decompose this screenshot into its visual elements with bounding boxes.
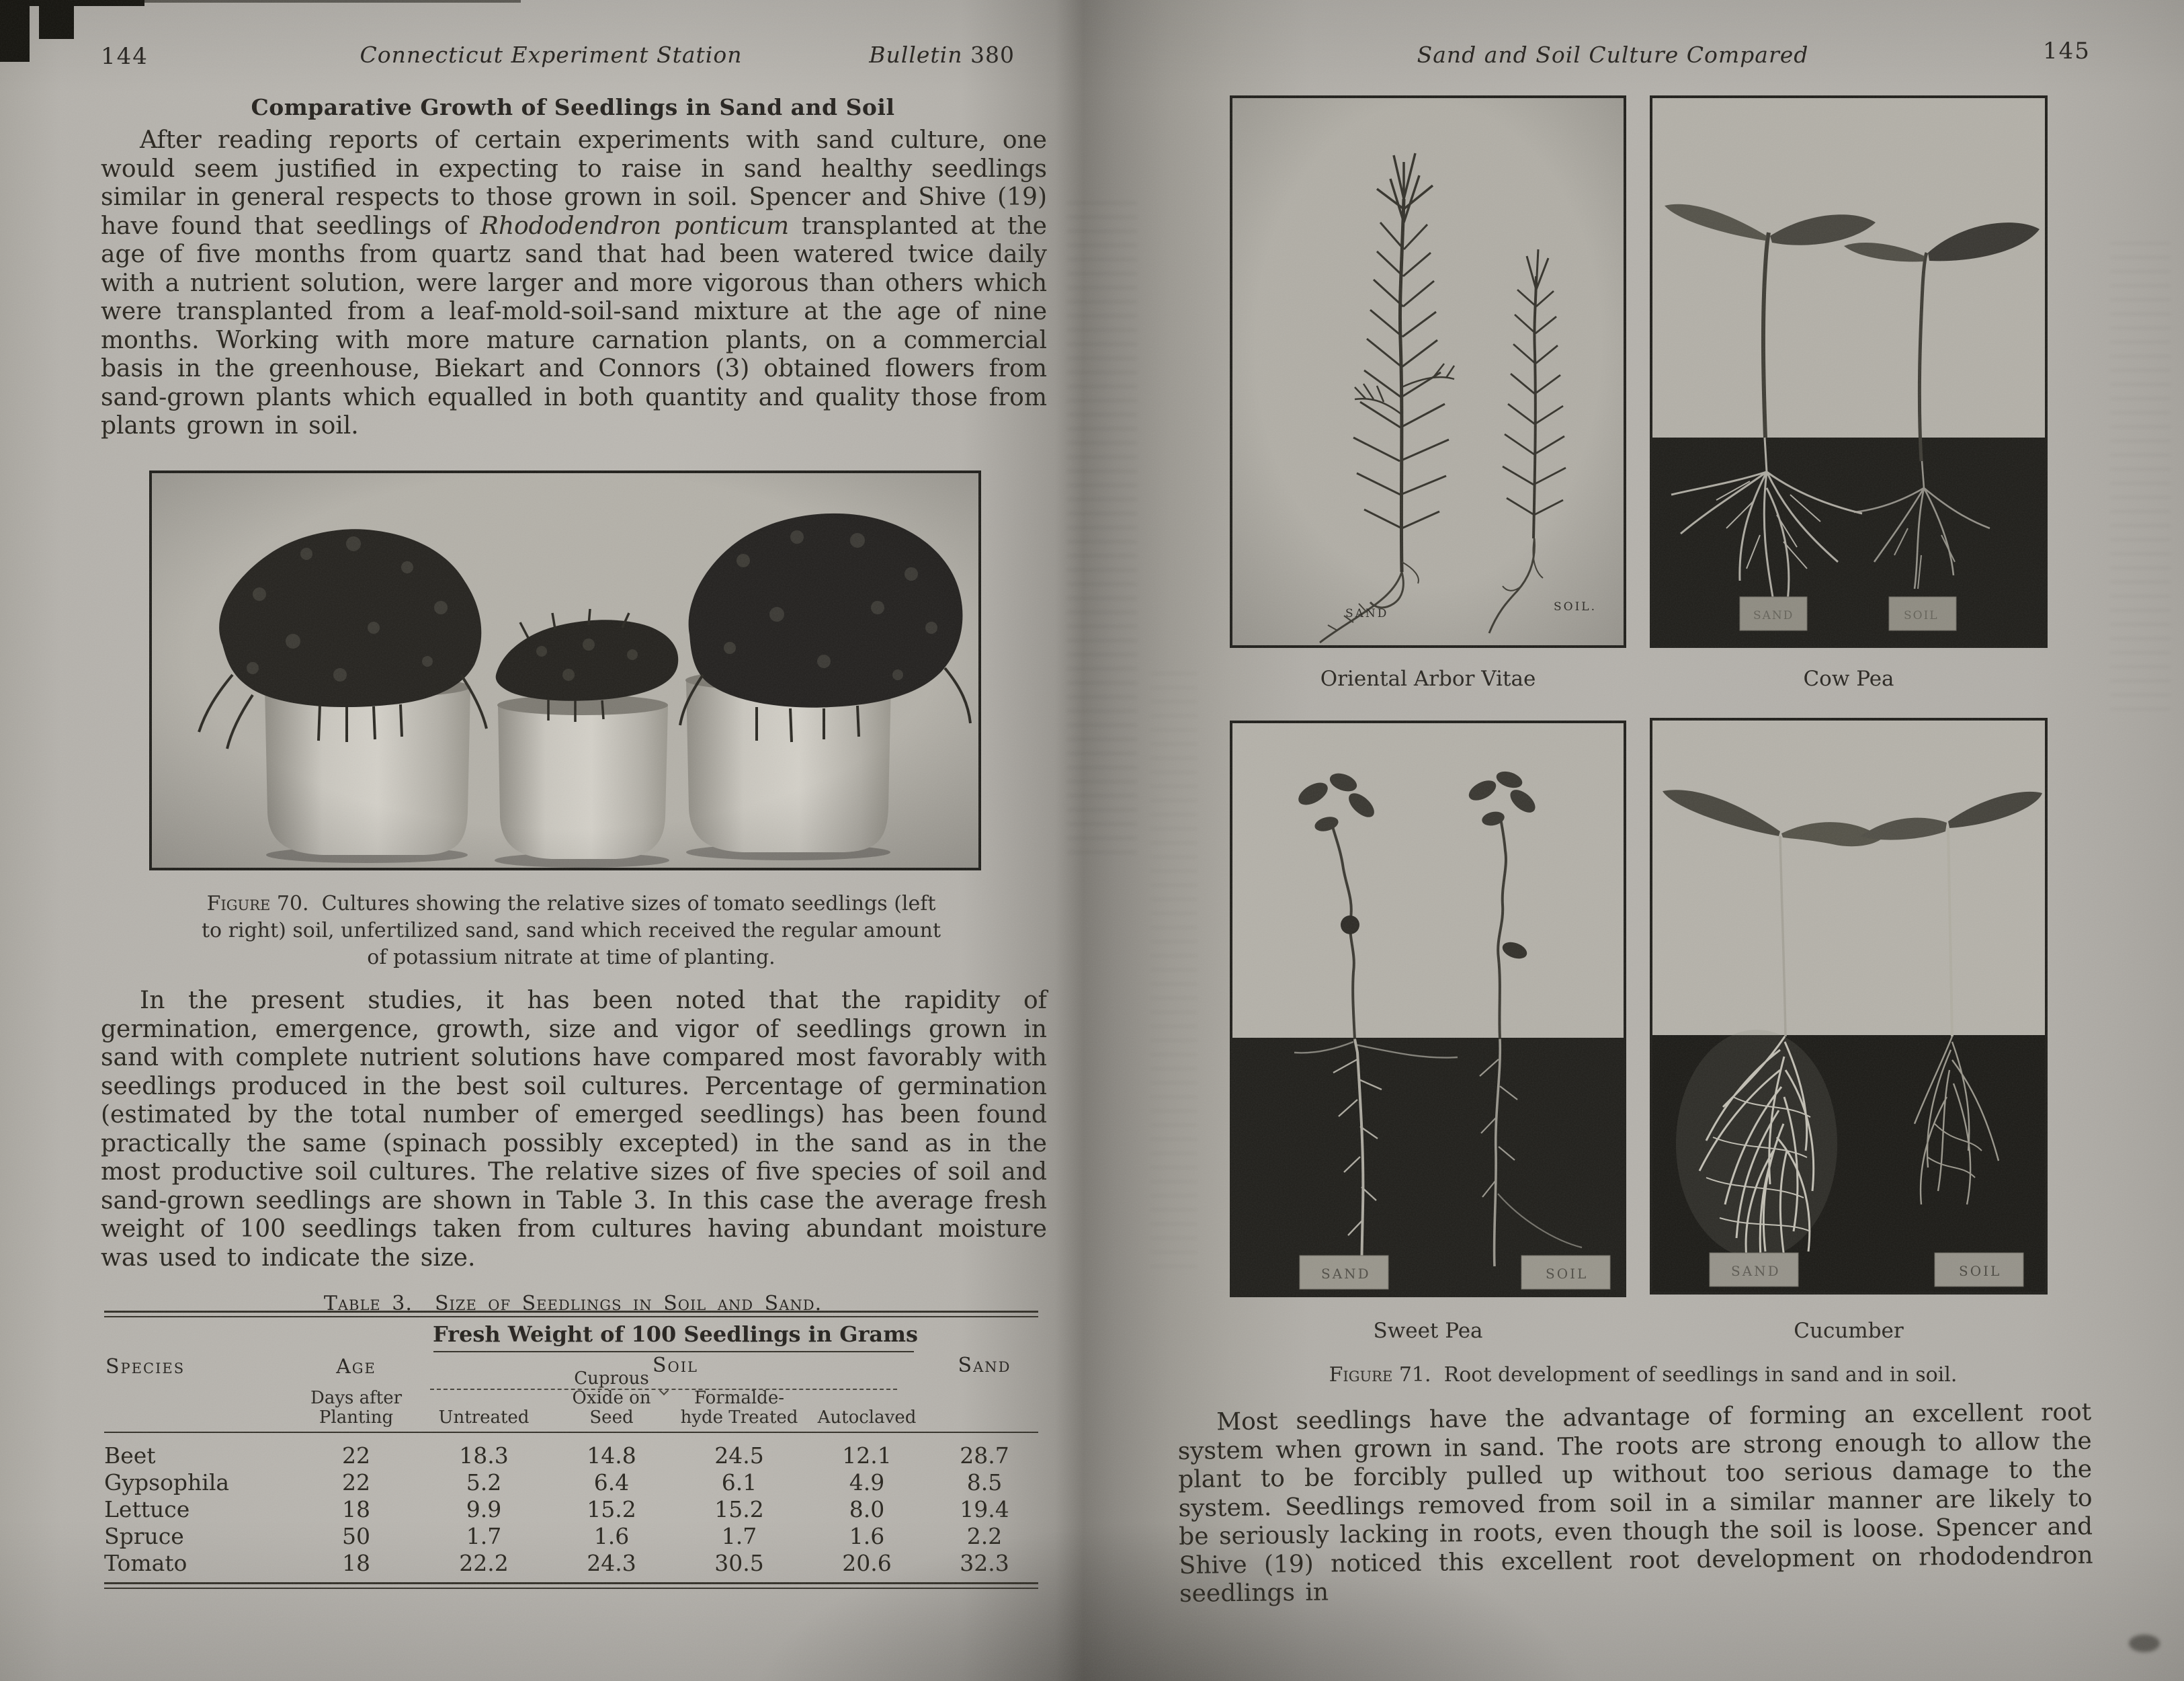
arbor-vitae-illustration [1232, 98, 1624, 645]
page-number-left: 144 [101, 43, 149, 70]
table-cell: 5.2 [466, 1469, 502, 1495]
table-cell: 15.2 [587, 1496, 636, 1522]
table-title-label: Table 3. [323, 1292, 413, 1315]
photo-label-soil: SOIL [1904, 609, 1939, 622]
cucumber-illustration [1652, 721, 2045, 1292]
table-group-header: Fresh Weight of 100 Seedlings in Grams [432, 1321, 919, 1347]
table-cell: 1.7 [466, 1523, 502, 1549]
table-cell: 6.4 [593, 1469, 630, 1495]
figure-70-caption [195, 891, 948, 971]
species-name-italic: Rhododendron ponticum [480, 212, 790, 240]
caption-cow-pea: Cow Pea [1803, 667, 1894, 691]
subheader-cuprous-oxide: Cuprous Oxide on Seed [572, 1368, 651, 1428]
table-cell: 18 [342, 1496, 370, 1522]
subheader-formaldehyde: Formalde- hyde Treated [680, 1388, 798, 1428]
running-header-right: Sand and Soil Culture Compared [1417, 42, 1809, 68]
paragraph-right: Most seedlings have the advantage of forming an excellent root system when grown in sand. The roots are strong enough to allow the plant to be forcibly pulled up without too serious damage to the system. Seedlings removed from soil in a similar manner are likely to be seriously lacking in roots, even though the soil is loose. Spencer and Shive (19) noticed this excellent root development on rhododendron seedlings in [1177, 1398, 2093, 1608]
photo-label-sand: SAND [1321, 1266, 1371, 1282]
table-row [104, 1523, 1038, 1550]
table-cell: 18.3 [459, 1442, 509, 1469]
table-cell: 50 [342, 1523, 370, 1549]
figure-71-label: Figure 71. [1329, 1363, 1431, 1387]
paragraph-1-text: After reading reports of certain experiments with sand culture, one would seem justified in expecting to raise in sand healthy seedlings similar in general respects to those grown in soil. Spencer and Shive (19) have found that seedlings of [101, 126, 1047, 240]
table-title-text: Size of Seedlings in Soil and Sand. [435, 1292, 823, 1315]
table-cell: 19.4 [960, 1496, 1009, 1522]
table-rule-mid [104, 1432, 1038, 1433]
table-cell: 9.9 [466, 1496, 502, 1522]
table-cell: 28.7 [960, 1442, 1009, 1469]
sweet-pea-illustration [1232, 723, 1624, 1295]
table-cell: Lettuce [104, 1496, 190, 1522]
table-cell: 15.2 [714, 1496, 764, 1522]
column-header-age: Age [336, 1355, 376, 1379]
photo-label-sand: SAND [1753, 609, 1794, 622]
table-subheader-row [104, 1368, 1038, 1428]
figure-70-photo [149, 470, 981, 870]
photo-label-sand: SAND [1731, 1263, 1781, 1279]
subheader-untreated: Untreated [438, 1407, 530, 1428]
photo-sweet-pea [1230, 721, 1626, 1297]
table-cell: Tomato [104, 1550, 187, 1576]
column-header-sand: Sand [958, 1354, 1011, 1377]
paragraph-2: In the present studies, it has been noted that the rapidity of germination, emergence, growth, size and vigor of seedlings grown in sand with complete nutrient solutions have compared most favorably with seedlings produced in the best soil cultures. Percentage of germination (estimated by the total number of emerged seedlings) has been found practically the same (spinach possibly excepted) in the sand as in the most productive soil cultures. The relative sizes of five species of soil and sand-grown seedlings are shown in Table 3. In this case the average fresh weight of 100 seedlings taken from cultures having abundant moisture was used to indicate the size. [101, 987, 1047, 1272]
page-number-right: 145 [2043, 38, 2091, 65]
tomato-pots-illustration [152, 473, 978, 868]
running-header-bulletin [773, 42, 1015, 68]
bulletin-word: Bulletin [869, 42, 963, 68]
paragraph-1 [101, 126, 1047, 441]
table-cell: 1.6 [849, 1523, 885, 1549]
table-cell: 24.3 [587, 1550, 636, 1576]
table-rule-bottom [104, 1582, 1038, 1589]
table-cell: Spruce [104, 1523, 184, 1549]
figure-71-caption-text: Root development of seedlings in sand and in soil. [1443, 1363, 1958, 1387]
table-cell: 8.0 [849, 1496, 885, 1522]
table-row [104, 1442, 1038, 1469]
paragraph-1-text: transplanted at the age of five months from quartz sand that had been watered twice daily with a nutrient solution, were larger and more vigorous than others which were transplanted from a leaf-mold-soil-sand mixture at the age of nine months. Working with more mature carnation plants, on a commercial basis in the greenhouse, Biekart and Connors (3) obtained flowers from sand-grown plants which equalled in both quantity and quality those from plants grown in soil. [101, 212, 1047, 440]
table-cell: 2.2 [966, 1523, 1003, 1549]
table-row [104, 1550, 1038, 1577]
table-cell: 20.6 [842, 1550, 892, 1576]
table-cell: Beet [104, 1442, 156, 1469]
column-header-species: Species [106, 1355, 185, 1379]
table-cell: 12.1 [842, 1442, 892, 1469]
table-rule-groupheader [433, 1351, 914, 1352]
caption-cucumber: Cucumber [1794, 1319, 1904, 1343]
table-cell: 8.5 [966, 1469, 1003, 1495]
table-cell: 30.5 [714, 1550, 764, 1576]
running-header-left: Connecticut Experiment Station [360, 42, 743, 68]
photo-label-soil: SOIL [1546, 1266, 1589, 1282]
photo-oriental-arbor-vitae [1230, 95, 1626, 648]
bulletin-number: 380 [970, 42, 1015, 68]
cow-pea-illustration [1652, 98, 2045, 645]
table-cell: 22.2 [459, 1550, 509, 1576]
section-heading: Comparative Growth of Seedlings in Sand and Soil [251, 94, 895, 120]
table-cell: 18 [342, 1550, 370, 1576]
table-cell: Gypsophila [104, 1469, 230, 1495]
table-cell: 24.5 [714, 1442, 764, 1469]
table-cell: 4.9 [849, 1469, 885, 1495]
table-row [104, 1496, 1038, 1523]
table-cell: 32.3 [960, 1550, 1009, 1576]
caption-sweet-pea: Sweet Pea [1373, 1319, 1483, 1343]
table-cell: 22 [342, 1469, 370, 1495]
table-cell: 22 [342, 1442, 370, 1469]
table-3 [104, 1311, 1038, 1620]
figure-70-label: Figure 70. [206, 892, 309, 915]
photo-cucumber [1650, 718, 2048, 1295]
page-right [1142, 0, 2184, 1681]
figure-70-caption-text: Cultures showing the relative sizes of tomato seedlings (left to right) soil, unfertilized sand, sand which received the regular amount of potassium nitrate at time of planting. [201, 892, 941, 969]
figure-71-caption [1304, 1362, 1982, 1389]
table-row [104, 1469, 1038, 1496]
column-header-soil: Soil [652, 1354, 698, 1377]
photo-label-soil: SOIL [1959, 1263, 2002, 1279]
table-cell: 6.1 [721, 1469, 757, 1495]
table-rule-top [104, 1311, 1038, 1317]
table-cell: 1.7 [721, 1523, 757, 1549]
table-cell: 1.6 [593, 1523, 630, 1549]
caption-oriental-arbor-vitae: Oriental Arbor Vitae [1320, 667, 1536, 691]
table-cell: 14.8 [587, 1442, 636, 1469]
photo-cow-pea [1650, 95, 2048, 648]
subheader-autoclaved: Autoclaved [817, 1407, 917, 1428]
subheader-age: Days after Planting [310, 1388, 403, 1428]
